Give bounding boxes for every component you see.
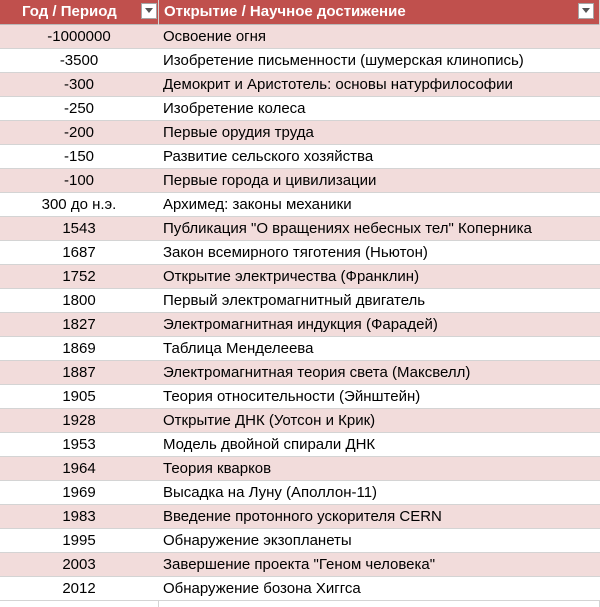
discovery-cell[interactable]: Развитие сельского хозяйства — [163, 148, 374, 165]
year-cell[interactable]: 1543 — [62, 220, 96, 237]
year-cell[interactable]: 1905 — [62, 388, 96, 405]
discovery-cell[interactable]: Первые города и цивилизации — [163, 172, 377, 189]
year-cell[interactable]: 2012 — [62, 580, 96, 597]
chevron-down-icon — [582, 8, 590, 13]
year-cell[interactable]: 1995 — [62, 532, 96, 549]
year-cell[interactable]: 1928 — [62, 412, 96, 429]
table-row[interactable] — [0, 241, 600, 265]
year-cell[interactable]: 1687 — [62, 244, 96, 261]
table-row[interactable] — [0, 577, 600, 601]
discovery-cell[interactable]: Первый электромагнитный двигатель — [163, 292, 426, 309]
header-discovery-label: Открытие / Научное достижение — [164, 3, 406, 20]
year-cell[interactable]: -150 — [63, 148, 95, 165]
table-row[interactable] — [0, 529, 600, 553]
discovery-cell[interactable]: Публикация "О вращениях небесных тел" Коперника — [163, 220, 532, 237]
year-cell[interactable]: 1983 — [62, 508, 96, 525]
year-cell[interactable]: -250 — [63, 100, 95, 117]
discovery-cell[interactable]: Теория кварков — [163, 460, 272, 477]
discovery-cell[interactable]: Изобретение письменности (шумерская клинопись) — [163, 52, 524, 69]
discovery-cell[interactable]: Первые орудия труда — [163, 124, 314, 141]
year-cell[interactable]: 1827 — [62, 316, 96, 333]
table-row[interactable] — [0, 409, 600, 433]
discovery-cell[interactable]: Электромагнитная теория света (Максвелл) — [163, 364, 471, 381]
table-row[interactable] — [0, 289, 600, 313]
table-row[interactable] — [0, 73, 600, 97]
table-row[interactable] — [0, 121, 600, 145]
table-row[interactable] — [0, 97, 600, 121]
table-row[interactable] — [0, 385, 600, 409]
discovery-cell[interactable]: Завершение проекта "Геном человека" — [163, 556, 436, 573]
filter-dropdown-discovery-button[interactable] — [578, 3, 594, 19]
year-cell[interactable]: -200 — [63, 124, 95, 141]
year-cell[interactable]: 1953 — [62, 436, 96, 453]
table-row[interactable] — [0, 337, 600, 361]
year-cell[interactable]: 2003 — [62, 556, 96, 573]
table-row[interactable] — [0, 169, 600, 193]
table-row[interactable] — [0, 553, 600, 577]
year-cell[interactable]: -300 — [63, 76, 95, 93]
year-cell[interactable]: -1000000 — [47, 28, 111, 45]
table-row[interactable] — [0, 433, 600, 457]
filter-dropdown-year-button[interactable] — [141, 3, 157, 19]
discovery-cell[interactable]: Закон всемирного тяготения (Ньютон) — [163, 244, 428, 261]
discovery-cell[interactable]: Модель двойной спирали ДНК — [163, 436, 376, 453]
discovery-cell[interactable]: Введение протонного ускорителя CERN — [163, 508, 442, 525]
year-cell[interactable]: 1887 — [62, 364, 96, 381]
discovery-cell[interactable]: Электромагнитная индукция (Фарадей) — [163, 316, 438, 333]
discovery-cell[interactable]: Таблица Менделеева — [163, 340, 314, 357]
year-cell[interactable]: 1800 — [62, 292, 96, 309]
discovery-cell[interactable]: Демокрит и Аристотель: основы натурфилософии — [163, 76, 513, 93]
header-cell-year[interactable] — [0, 0, 158, 24]
year-cell[interactable]: 300 до н.э. — [41, 196, 117, 213]
discovery-cell[interactable]: Освоение огня — [163, 28, 267, 45]
table-row[interactable] — [0, 217, 600, 241]
table-row[interactable] — [0, 49, 600, 73]
table-row[interactable] — [0, 145, 600, 169]
year-cell[interactable]: -3500 — [59, 52, 99, 69]
table-body — [0, 25, 600, 601]
year-cell[interactable]: 1969 — [62, 484, 96, 501]
discovery-cell[interactable]: Теория относительности (Эйнштейн) — [163, 388, 421, 405]
table-row[interactable] — [0, 265, 600, 289]
chevron-down-icon — [145, 8, 153, 13]
year-cell[interactable]: 1964 — [62, 460, 96, 477]
table-row[interactable] — [0, 505, 600, 529]
table-row[interactable] — [0, 481, 600, 505]
year-cell[interactable]: 1752 — [62, 268, 96, 285]
table-row[interactable] — [0, 193, 600, 217]
table-header-row — [0, 0, 600, 25]
table-row[interactable] — [0, 313, 600, 337]
year-cell[interactable]: 1869 — [62, 340, 96, 357]
header-cell-discovery[interactable] — [159, 0, 600, 24]
discovery-cell[interactable]: Изобретение колеса — [163, 100, 306, 117]
table-row[interactable] — [0, 25, 600, 49]
discovery-cell[interactable]: Открытие ДНК (Уотсон и Крик) — [163, 412, 376, 429]
discovery-cell[interactable]: Высадка на Луну (Аполлон-11) — [163, 484, 378, 501]
header-year-label: Год / Период — [22, 3, 117, 20]
discovery-cell[interactable]: Архимед: законы механики — [163, 196, 352, 213]
table-row[interactable] — [0, 361, 600, 385]
table-row[interactable] — [0, 457, 600, 481]
year-cell[interactable]: -100 — [63, 172, 95, 189]
discovery-cell[interactable]: Обнаружение бозона Хиггса — [163, 580, 361, 597]
discovery-cell[interactable]: Открытие электричества (Франклин) — [163, 268, 420, 285]
discovery-cell[interactable]: Обнаружение экзопланеты — [163, 532, 352, 549]
